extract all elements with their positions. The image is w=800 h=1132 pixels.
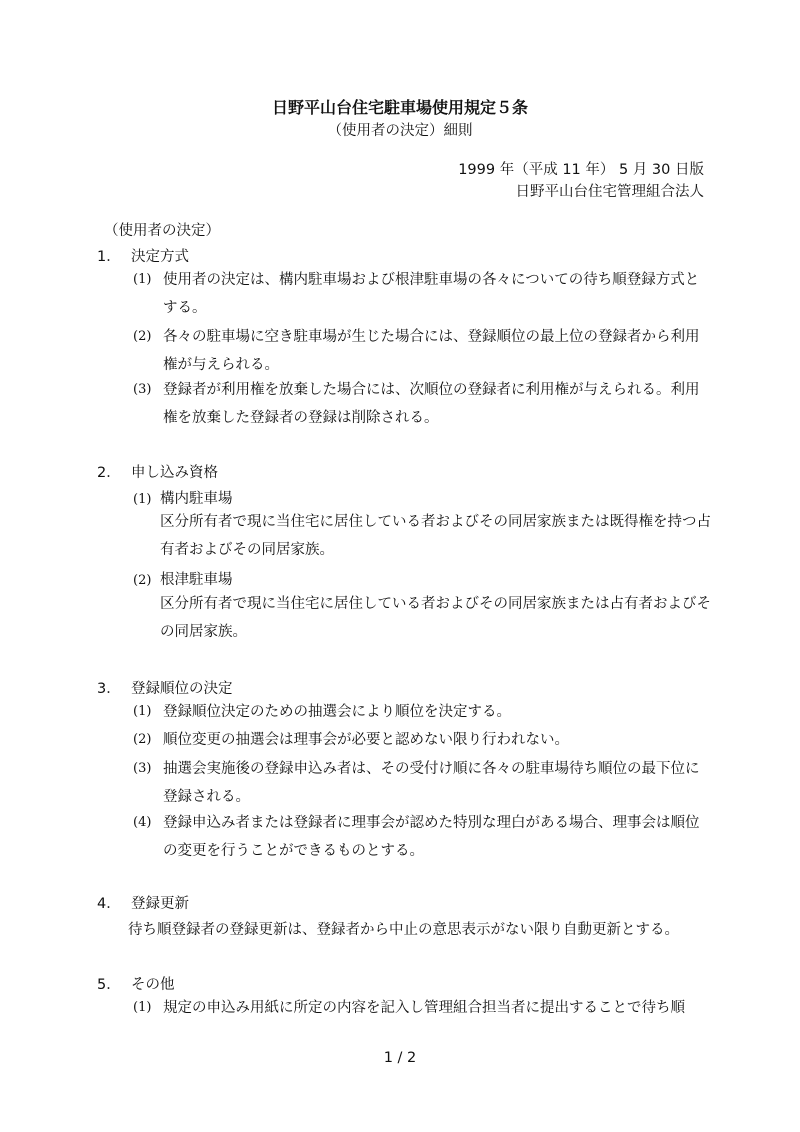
item-number: (3) (133, 761, 152, 776)
document-subtitle: （使用者の決定）細則 (327, 123, 473, 139)
item-text: 使用者の決定は、構内駐車場および根津駐車場の各々についての待ち順登録方式とする。 (163, 272, 700, 316)
section-number: 3． (97, 681, 121, 697)
section-title: 決定方式 (131, 249, 189, 265)
version-date: 1999 年（平成 11 年） 5 月 30 日版 (458, 162, 704, 178)
section-5-heading (97, 973, 175, 994)
item-number: (2) (133, 732, 152, 747)
section-3-heading (97, 677, 233, 698)
item-number: (1) (133, 1000, 152, 1015)
item-text: 登録申込み者または登録者に理事会が認めた特別な理白がある場合、理事会は順位の変更を行うことができるものとする。 (163, 815, 700, 859)
section-title: 申し込み資格 (131, 465, 218, 481)
item-number: (2) (133, 329, 152, 344)
list-item (133, 726, 713, 754)
subsection-label (133, 568, 233, 589)
list-item (133, 698, 713, 726)
section-title: その他 (131, 977, 175, 993)
section-2-heading (97, 461, 218, 482)
list-item (133, 266, 713, 322)
section-number: 2． (97, 465, 121, 481)
item-number: (2) (133, 573, 152, 588)
item-number: (1) (133, 704, 152, 719)
list-item (133, 994, 713, 1022)
item-number: (1) (133, 272, 152, 287)
item-text: 順位変更の抽選会は理事会が必要と認めない限り行われない。 (163, 732, 569, 748)
item-number: (4) (133, 815, 152, 830)
section-1-heading (97, 245, 189, 266)
item-text: 登録者が利用権を放棄した場合には、次順位の登録者に利用権が与えられる。利用権を放棄した登録者の登録は削除される。 (163, 382, 700, 426)
item-text: 区分所有者で現に当住宅に居住している者およびその同居家族または占有者およびその同居家族。 (160, 596, 711, 640)
item-number: (3) (133, 382, 152, 397)
item-text: 規定の申込み用紙に所定の内容を記入し管理組合担当者に提出することで待ち順 (163, 1000, 685, 1016)
section-title: 登録更新 (131, 896, 189, 912)
list-item (133, 809, 713, 865)
page-number: 1 / 2 (383, 1050, 417, 1066)
list-item (133, 323, 713, 379)
intro-heading: （使用者の決定） (104, 223, 220, 239)
section-title: 登録順位の決定 (131, 681, 233, 697)
organization-name: 日野平山台住宅管理組合法人 (515, 184, 704, 200)
item-text: 抽選会実施後の登録申込み者は、その受付け順に各々の駐車場待ち順位の最下位に登録される。 (163, 761, 700, 805)
document-title: 日野平山台住宅駐車場使用規定５条 (271, 98, 528, 117)
item-label: 構内駐車場 (160, 491, 233, 507)
section-number: 1． (97, 249, 121, 265)
section-number: 4． (97, 896, 121, 912)
item-text: 各々の駐車場に空き駐車場が生じた場合には、登録順位の最上位の登録者から利用権が与えられる。 (163, 329, 700, 373)
item-text: 区分所有者で現に当住宅に居住している者およびその同居家族または既得権を持つ占有者およびその同居家族。 (160, 514, 711, 558)
section-number: 5． (97, 977, 121, 993)
item-number: (1) (133, 492, 152, 507)
list-item (133, 755, 713, 811)
section-text: 待ち順登録者の登録更新は、登録者から中止の意思表示がない限り自動更新とする。 (128, 922, 679, 938)
item-label: 根津駐車場 (160, 572, 233, 588)
item-text: 登録順位決定のための抽選会により順位を決定する。 (163, 704, 511, 720)
list-item (133, 376, 713, 432)
subsection-label (133, 487, 233, 508)
section-4-heading (97, 892, 189, 913)
